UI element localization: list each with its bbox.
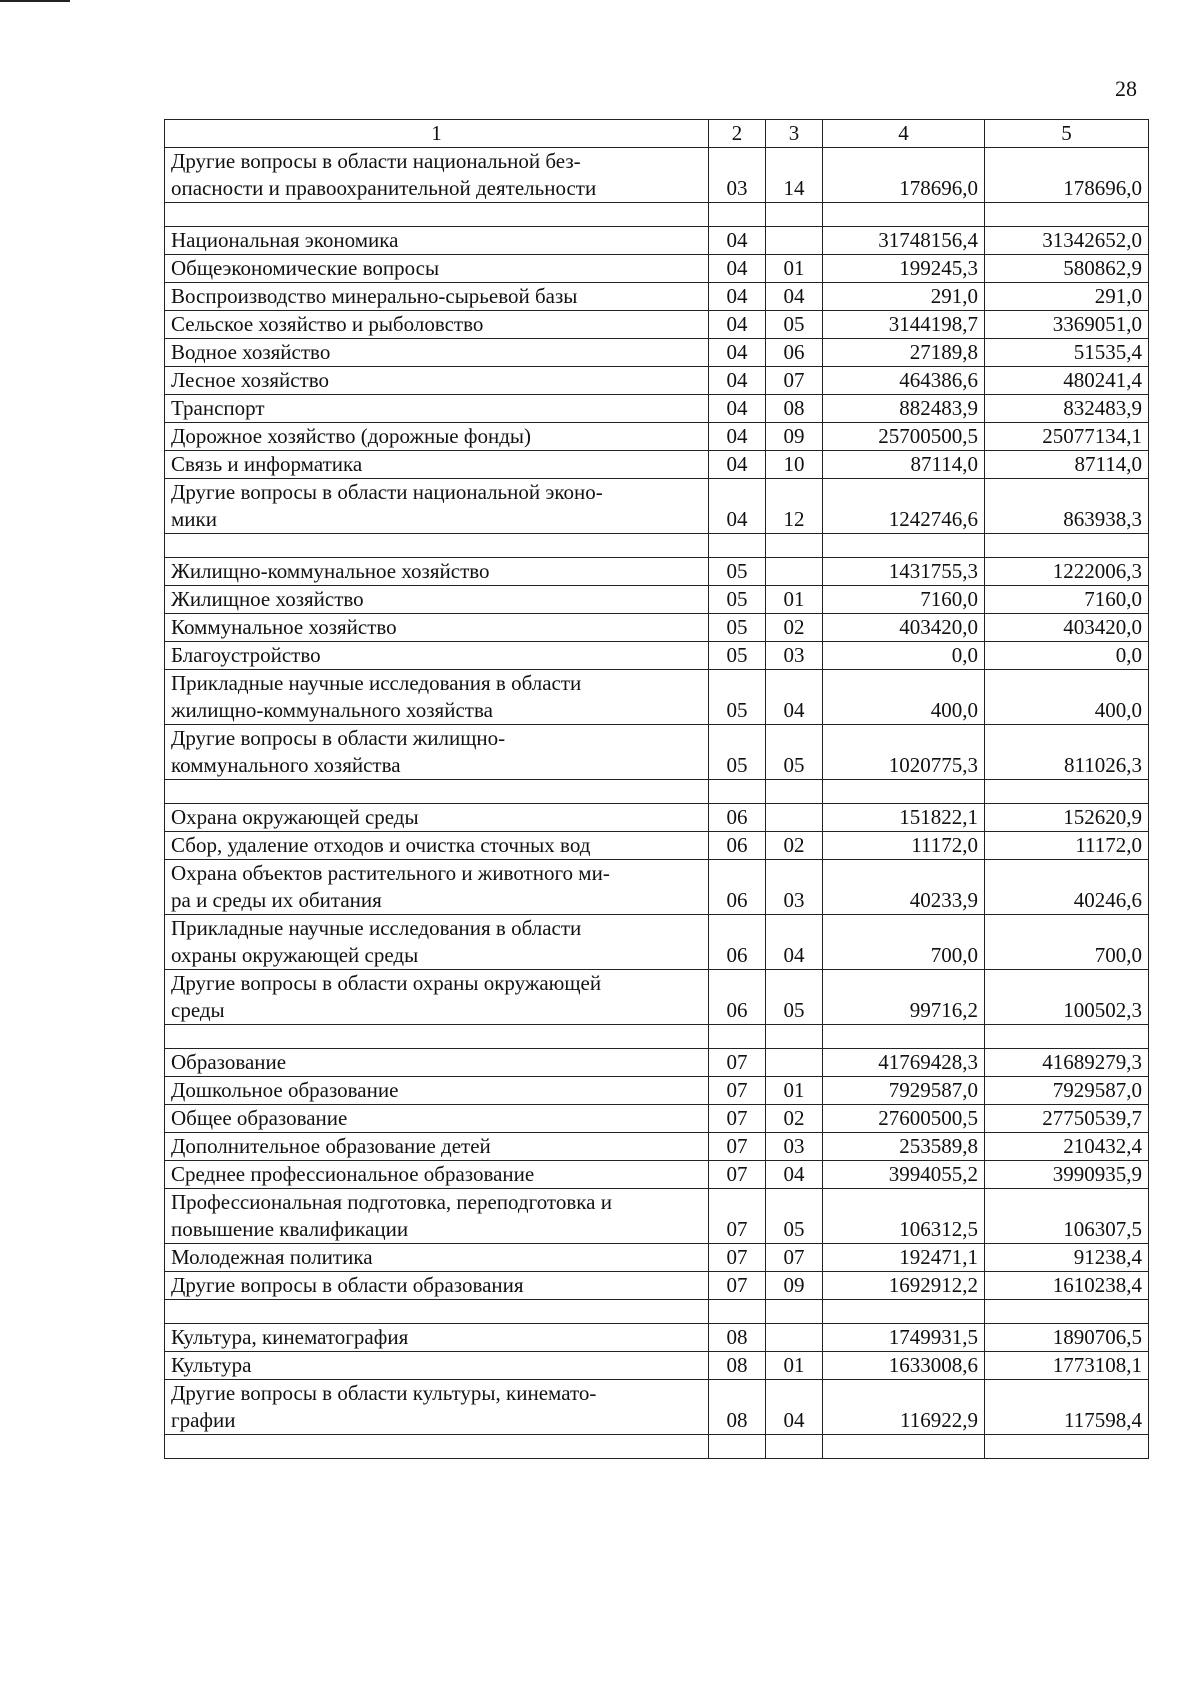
subsection-code-cell: 04 — [766, 1161, 823, 1189]
table-row — [165, 479, 1149, 534]
value-col4-cell: 87114,0 — [823, 451, 985, 479]
section-code-cell: 08 — [709, 1324, 766, 1352]
subsection-code-cell: 04 — [766, 283, 823, 311]
header-cell: 4 — [823, 120, 985, 148]
item-name-cell: Другие вопросы в области национальной без- опасности и правоохранительной деятельности — [165, 148, 709, 203]
value-col4-cell: 1749931,5 — [823, 1324, 985, 1352]
empty-cell — [823, 1025, 985, 1049]
section-code-cell: 07 — [709, 1272, 766, 1300]
table-row — [165, 311, 1149, 339]
value-col5-cell: 11172,0 — [985, 832, 1149, 860]
section-code-cell: 04 — [709, 451, 766, 479]
subsection-code-cell: 14 — [766, 148, 823, 203]
empty-cell — [823, 1435, 985, 1459]
value-col5-cell: 480241,4 — [985, 367, 1149, 395]
subsection-code-cell: 09 — [766, 423, 823, 451]
item-name-cell: Общее образование — [165, 1105, 709, 1133]
section-code-cell: 04 — [709, 423, 766, 451]
header-cell: 3 — [766, 120, 823, 148]
value-col5-cell: 580862,9 — [985, 255, 1149, 283]
table-row — [165, 558, 1149, 586]
section-code-cell: 05 — [709, 614, 766, 642]
subsection-code-cell — [766, 558, 823, 586]
empty-cell — [823, 1300, 985, 1324]
value-col5-cell: 87114,0 — [985, 451, 1149, 479]
value-col4-cell: 253589,8 — [823, 1133, 985, 1161]
item-name-cell: Водное хозяйство — [165, 339, 709, 367]
subsection-code-cell: 10 — [766, 451, 823, 479]
header-cell: 1 — [165, 120, 709, 148]
section-code-cell: 07 — [709, 1244, 766, 1272]
subsection-code-cell: 01 — [766, 255, 823, 283]
empty-cell — [165, 1435, 709, 1459]
value-col5-cell: 27750539,7 — [985, 1105, 1149, 1133]
section-code-cell: 07 — [709, 1077, 766, 1105]
subsection-code-cell: 04 — [766, 915, 823, 970]
section-code-cell: 04 — [709, 255, 766, 283]
item-name-cell: Другие вопросы в области культуры, кинемато- графии — [165, 1380, 709, 1435]
subsection-code-cell: 05 — [766, 311, 823, 339]
item-name-cell: Среднее профессиональное образование — [165, 1161, 709, 1189]
item-name-cell: Другие вопросы в области национальной эконо- мики — [165, 479, 709, 534]
value-col4-cell: 291,0 — [823, 283, 985, 311]
value-col5-cell: 7929587,0 — [985, 1077, 1149, 1105]
value-col4-cell: 27189,8 — [823, 339, 985, 367]
table-row — [165, 670, 1149, 725]
item-name-cell: Прикладные научные исследования в области жилищно-коммунального хозяйства — [165, 670, 709, 725]
value-col4-cell: 0,0 — [823, 642, 985, 670]
value-col4-cell: 700,0 — [823, 915, 985, 970]
value-col5-cell: 1610238,4 — [985, 1272, 1149, 1300]
item-name-cell: Коммунальное хозяйство — [165, 614, 709, 642]
header-row — [165, 120, 1149, 148]
value-col4-cell: 40233,9 — [823, 860, 985, 915]
table-row — [165, 1049, 1149, 1077]
value-col4-cell: 41769428,3 — [823, 1049, 985, 1077]
subsection-code-cell: 02 — [766, 614, 823, 642]
spacer-row — [165, 780, 1149, 804]
value-col5-cell: 51535,4 — [985, 339, 1149, 367]
subsection-code-cell: 04 — [766, 1380, 823, 1435]
item-name-cell: Дорожное хозяйство (дорожные фонды) — [165, 423, 709, 451]
section-code-cell: 06 — [709, 860, 766, 915]
header-cell: 5 — [985, 120, 1149, 148]
subsection-code-cell: 08 — [766, 395, 823, 423]
empty-cell — [165, 1025, 709, 1049]
value-col4-cell: 11172,0 — [823, 832, 985, 860]
value-col4-cell: 106312,5 — [823, 1189, 985, 1244]
table-row — [165, 725, 1149, 780]
section-code-cell: 05 — [709, 670, 766, 725]
value-col5-cell: 3369051,0 — [985, 311, 1149, 339]
item-name-cell: Связь и информатика — [165, 451, 709, 479]
spacer-row — [165, 534, 1149, 558]
item-name-cell: Национальная экономика — [165, 227, 709, 255]
empty-cell — [985, 1025, 1149, 1049]
empty-cell — [165, 534, 709, 558]
item-name-cell: Культура, кинематография — [165, 1324, 709, 1352]
empty-cell — [709, 1300, 766, 1324]
empty-cell — [985, 1435, 1149, 1459]
corner-rule — [0, 0, 70, 2]
budget-table — [164, 119, 1149, 1459]
empty-cell — [165, 203, 709, 227]
item-name-cell: Профессиональная подготовка, переподготовка и повышение квалификации — [165, 1189, 709, 1244]
value-col4-cell: 178696,0 — [823, 148, 985, 203]
subsection-code-cell: 03 — [766, 1133, 823, 1161]
subsection-code-cell: 07 — [766, 1244, 823, 1272]
subsection-code-cell: 06 — [766, 339, 823, 367]
table-row — [165, 804, 1149, 832]
empty-cell — [709, 1025, 766, 1049]
section-code-cell: 07 — [709, 1105, 766, 1133]
empty-cell — [709, 203, 766, 227]
value-col4-cell: 403420,0 — [823, 614, 985, 642]
empty-cell — [985, 534, 1149, 558]
empty-cell — [766, 203, 823, 227]
empty-cell — [766, 1300, 823, 1324]
section-code-cell: 06 — [709, 804, 766, 832]
subsection-code-cell — [766, 1049, 823, 1077]
table-row — [165, 1189, 1149, 1244]
value-col4-cell: 1633008,6 — [823, 1352, 985, 1380]
subsection-code-cell: 05 — [766, 1189, 823, 1244]
subsection-code-cell: 03 — [766, 860, 823, 915]
item-name-cell: Сельское хозяйство и рыболовство — [165, 311, 709, 339]
value-col5-cell: 700,0 — [985, 915, 1149, 970]
section-code-cell: 03 — [709, 148, 766, 203]
value-col4-cell: 7929587,0 — [823, 1077, 985, 1105]
value-col4-cell: 1242746,6 — [823, 479, 985, 534]
value-col4-cell: 31748156,4 — [823, 227, 985, 255]
section-code-cell: 04 — [709, 311, 766, 339]
value-col5-cell: 1890706,5 — [985, 1324, 1149, 1352]
subsection-code-cell: 02 — [766, 832, 823, 860]
item-name-cell: Охрана окружающей среды — [165, 804, 709, 832]
value-col4-cell: 882483,9 — [823, 395, 985, 423]
table-row — [165, 451, 1149, 479]
empty-cell — [766, 1435, 823, 1459]
table-row — [165, 860, 1149, 915]
table-row — [165, 642, 1149, 670]
value-col5-cell: 811026,3 — [985, 725, 1149, 780]
value-col4-cell: 1692912,2 — [823, 1272, 985, 1300]
section-code-cell: 05 — [709, 558, 766, 586]
section-code-cell: 08 — [709, 1380, 766, 1435]
value-col4-cell: 7160,0 — [823, 586, 985, 614]
item-name-cell: Дошкольное образование — [165, 1077, 709, 1105]
table-row — [165, 1161, 1149, 1189]
table-body — [165, 148, 1149, 1459]
table-row — [165, 255, 1149, 283]
table-row — [165, 339, 1149, 367]
value-col5-cell: 7160,0 — [985, 586, 1149, 614]
section-code-cell: 04 — [709, 479, 766, 534]
item-name-cell: Благоустройство — [165, 642, 709, 670]
section-code-cell: 07 — [709, 1049, 766, 1077]
item-name-cell: Молодежная политика — [165, 1244, 709, 1272]
section-code-cell: 07 — [709, 1161, 766, 1189]
value-col4-cell: 99716,2 — [823, 970, 985, 1025]
empty-cell — [766, 780, 823, 804]
value-col4-cell: 464386,6 — [823, 367, 985, 395]
value-col5-cell: 400,0 — [985, 670, 1149, 725]
empty-cell — [766, 1025, 823, 1049]
value-col5-cell: 25077134,1 — [985, 423, 1149, 451]
spacer-row — [165, 203, 1149, 227]
table-row — [165, 367, 1149, 395]
empty-cell — [985, 780, 1149, 804]
section-code-cell: 07 — [709, 1133, 766, 1161]
value-col5-cell: 403420,0 — [985, 614, 1149, 642]
spacer-row — [165, 1435, 1149, 1459]
section-code-cell: 05 — [709, 725, 766, 780]
spacer-row — [165, 1300, 1149, 1324]
item-name-cell: Прикладные научные исследования в области охраны окружающей среды — [165, 915, 709, 970]
section-code-cell: 06 — [709, 915, 766, 970]
table-row — [165, 614, 1149, 642]
subsection-code-cell: 01 — [766, 586, 823, 614]
subsection-code-cell: 01 — [766, 1077, 823, 1105]
section-code-cell: 08 — [709, 1352, 766, 1380]
value-col5-cell: 863938,3 — [985, 479, 1149, 534]
value-col5-cell: 40246,6 — [985, 860, 1149, 915]
section-code-cell: 04 — [709, 283, 766, 311]
item-name-cell: Лесное хозяйство — [165, 367, 709, 395]
item-name-cell: Жилищное хозяйство — [165, 586, 709, 614]
subsection-code-cell: 03 — [766, 642, 823, 670]
page-number: 28 — [1115, 76, 1137, 101]
empty-cell — [985, 203, 1149, 227]
value-col4-cell: 199245,3 — [823, 255, 985, 283]
value-col5-cell: 41689279,3 — [985, 1049, 1149, 1077]
value-col4-cell: 192471,1 — [823, 1244, 985, 1272]
value-col5-cell: 291,0 — [985, 283, 1149, 311]
table-row — [165, 148, 1149, 203]
table-row — [165, 586, 1149, 614]
table-row — [165, 283, 1149, 311]
subsection-code-cell: 07 — [766, 367, 823, 395]
section-code-cell: 06 — [709, 970, 766, 1025]
table-row — [165, 1077, 1149, 1105]
item-name-cell: Охрана объектов растительного и животного ми- ра и среды их обитания — [165, 860, 709, 915]
value-col4-cell: 1431755,3 — [823, 558, 985, 586]
item-name-cell: Воспроизводство минерально-сырьевой базы — [165, 283, 709, 311]
item-name-cell: Жилищно-коммунальное хозяйство — [165, 558, 709, 586]
table-row — [165, 1272, 1149, 1300]
table-row — [165, 915, 1149, 970]
value-col5-cell: 31342652,0 — [985, 227, 1149, 255]
subsection-code-cell: 05 — [766, 725, 823, 780]
section-code-cell: 04 — [709, 227, 766, 255]
item-name-cell: Образование — [165, 1049, 709, 1077]
value-col5-cell: 832483,9 — [985, 395, 1149, 423]
empty-cell — [709, 780, 766, 804]
item-name-cell: Другие вопросы в области охраны окружающей среды — [165, 970, 709, 1025]
subsection-code-cell: 05 — [766, 970, 823, 1025]
subsection-code-cell: 04 — [766, 670, 823, 725]
table-row — [165, 227, 1149, 255]
header-cell: 2 — [709, 120, 766, 148]
value-col4-cell: 116922,9 — [823, 1380, 985, 1435]
table-row — [165, 1133, 1149, 1161]
empty-cell — [709, 534, 766, 558]
section-code-cell: 04 — [709, 367, 766, 395]
empty-cell — [823, 203, 985, 227]
value-col5-cell: 100502,3 — [985, 970, 1149, 1025]
subsection-code-cell — [766, 1324, 823, 1352]
section-code-cell: 04 — [709, 395, 766, 423]
item-name-cell: Сбор, удаление отходов и очистка сточных вод — [165, 832, 709, 860]
empty-cell — [823, 780, 985, 804]
value-col5-cell: 178696,0 — [985, 148, 1149, 203]
section-code-cell: 05 — [709, 642, 766, 670]
subsection-code-cell — [766, 227, 823, 255]
table-row — [165, 1380, 1149, 1435]
section-code-cell: 06 — [709, 832, 766, 860]
table-row — [165, 1352, 1149, 1380]
value-col5-cell: 210432,4 — [985, 1133, 1149, 1161]
table-row — [165, 1244, 1149, 1272]
table-row — [165, 423, 1149, 451]
value-col4-cell: 400,0 — [823, 670, 985, 725]
subsection-code-cell: 01 — [766, 1352, 823, 1380]
value-col4-cell: 3994055,2 — [823, 1161, 985, 1189]
table-row — [165, 832, 1149, 860]
table-row — [165, 1324, 1149, 1352]
table-row — [165, 395, 1149, 423]
value-col4-cell: 27600500,5 — [823, 1105, 985, 1133]
subsection-code-cell: 12 — [766, 479, 823, 534]
empty-cell — [709, 1435, 766, 1459]
value-col5-cell: 91238,4 — [985, 1244, 1149, 1272]
value-col5-cell: 0,0 — [985, 642, 1149, 670]
subsection-code-cell: 02 — [766, 1105, 823, 1133]
section-code-cell: 05 — [709, 586, 766, 614]
item-name-cell: Дополнительное образование детей — [165, 1133, 709, 1161]
table-row — [165, 1105, 1149, 1133]
item-name-cell: Общеэкономические вопросы — [165, 255, 709, 283]
item-name-cell: Другие вопросы в области жилищно- коммунального хозяйства — [165, 725, 709, 780]
value-col4-cell: 1020775,3 — [823, 725, 985, 780]
section-code-cell: 07 — [709, 1189, 766, 1244]
value-col5-cell: 106307,5 — [985, 1189, 1149, 1244]
value-col4-cell: 151822,1 — [823, 804, 985, 832]
table-row — [165, 970, 1149, 1025]
subsection-code-cell — [766, 804, 823, 832]
value-col5-cell: 152620,9 — [985, 804, 1149, 832]
empty-cell — [165, 780, 709, 804]
value-col4-cell: 25700500,5 — [823, 423, 985, 451]
section-code-cell: 04 — [709, 339, 766, 367]
subsection-code-cell: 09 — [766, 1272, 823, 1300]
item-name-cell: Другие вопросы в области образования — [165, 1272, 709, 1300]
value-col5-cell: 3990935,9 — [985, 1161, 1149, 1189]
item-name-cell: Культура — [165, 1352, 709, 1380]
empty-cell — [985, 1300, 1149, 1324]
value-col5-cell: 1773108,1 — [985, 1352, 1149, 1380]
item-name-cell: Транспорт — [165, 395, 709, 423]
value-col4-cell: 3144198,7 — [823, 311, 985, 339]
value-col5-cell: 117598,4 — [985, 1380, 1149, 1435]
empty-cell — [766, 534, 823, 558]
empty-cell — [165, 1300, 709, 1324]
spacer-row — [165, 1025, 1149, 1049]
empty-cell — [823, 534, 985, 558]
value-col5-cell: 1222006,3 — [985, 558, 1149, 586]
